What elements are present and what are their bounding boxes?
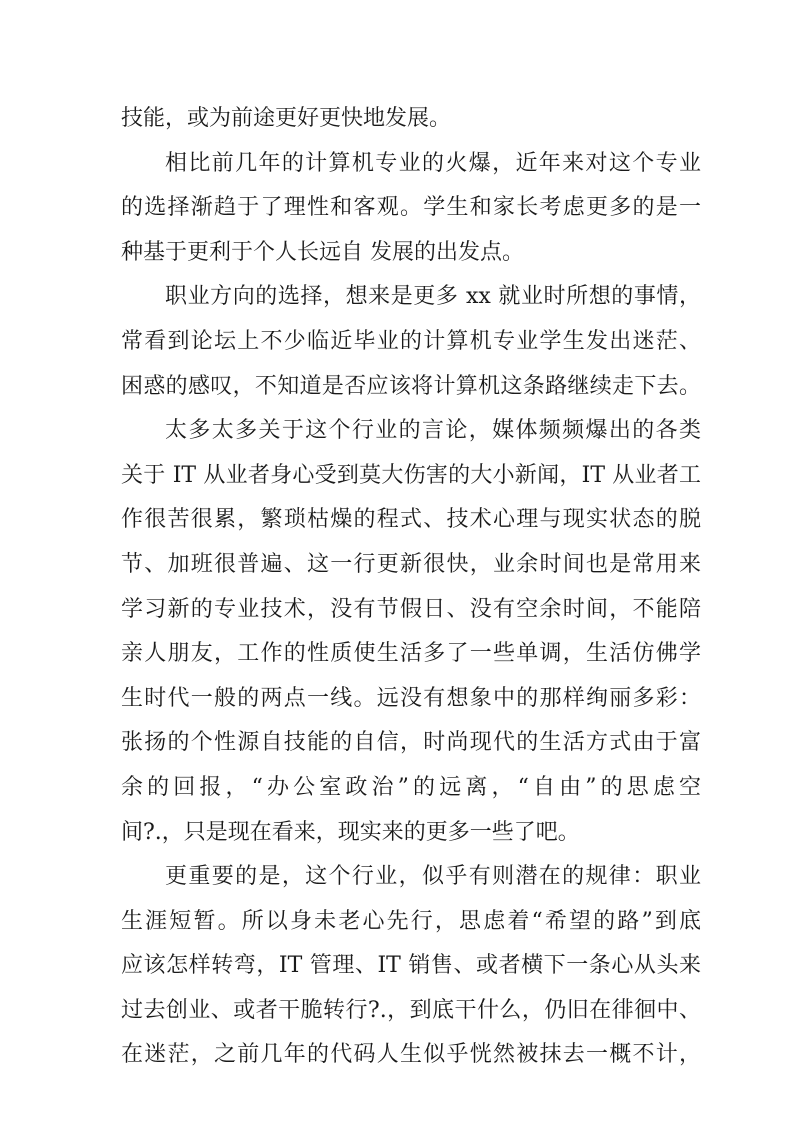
text-line: 的选择渐趋于了理性和客观。学生和家长考虑更多的是一: [121, 195, 701, 221]
text-line: 种基于更利于个人长远自 发展的出发点。: [121, 239, 524, 265]
text-line: 余的回报，“办公室政治”的远离，“自由”的思虑空: [121, 774, 701, 800]
text-line: 学习新的专业技术，没有节假日、没有空余时间，不能陪: [121, 596, 701, 622]
text-line: 张扬的个性源自技能的自信，时尚现代的生活方式由于富: [121, 730, 701, 756]
text-line: 关于 IT 从业者身心受到莫大伤害的大小新闻，IT 从业者工: [121, 462, 701, 488]
text-line: 太多太多关于这个行业的言论，媒体频频爆出的各类: [165, 418, 701, 444]
text-line: 应该怎样转弯，IT 管理、IT 销售、或者横下一条心从头来: [121, 953, 701, 979]
text-line: 作很苦很累，繁琐枯燥的程式、技术心理与现实状态的脱: [121, 507, 701, 533]
text-line: 职业方向的选择，想来是更多 xx 就业时所想的事情，: [165, 284, 701, 310]
text-line: 节、加班很普遍、这一行更新很快，业余时间也是常用来: [121, 551, 701, 577]
text-line: 亲人朋友，工作的性质使生活多了一些单调，生活仿佛学: [121, 641, 701, 667]
text-line: 生涯短暂。所以身未老心先行，思虑着“希望的路”到底: [121, 908, 701, 934]
document-body: [121, 97, 701, 1078]
text-line: 在迷茫，之前几年的代码人生似乎恍然被抹去一概不计，: [121, 1042, 701, 1068]
text-line: 技能，或为前途更好更快地发展。: [121, 106, 452, 131]
text-line: 常看到论坛上不少临近毕业的计算机专业学生发出迷茫、: [121, 328, 701, 354]
text-line: 更重要的是，这个行业，似乎有则潜在的规律：职业: [165, 864, 701, 890]
text-line: 间?.，只是现在看来，现实来的更多一些了吧。: [121, 819, 580, 845]
text-line: 相比前几年的计算机专业的火爆，近年来对这个专业: [165, 150, 701, 176]
text-line: 过去创业、或者干脆转行?.，到底干什么，仍旧在徘徊中、: [121, 997, 701, 1023]
text-line: 生时代一般的两点一线。远没有想象中的那样绚丽多彩：: [121, 685, 701, 711]
text-line: 困惑的感叹，不知道是否应该将计算机这条路继续走下去。: [121, 373, 701, 399]
